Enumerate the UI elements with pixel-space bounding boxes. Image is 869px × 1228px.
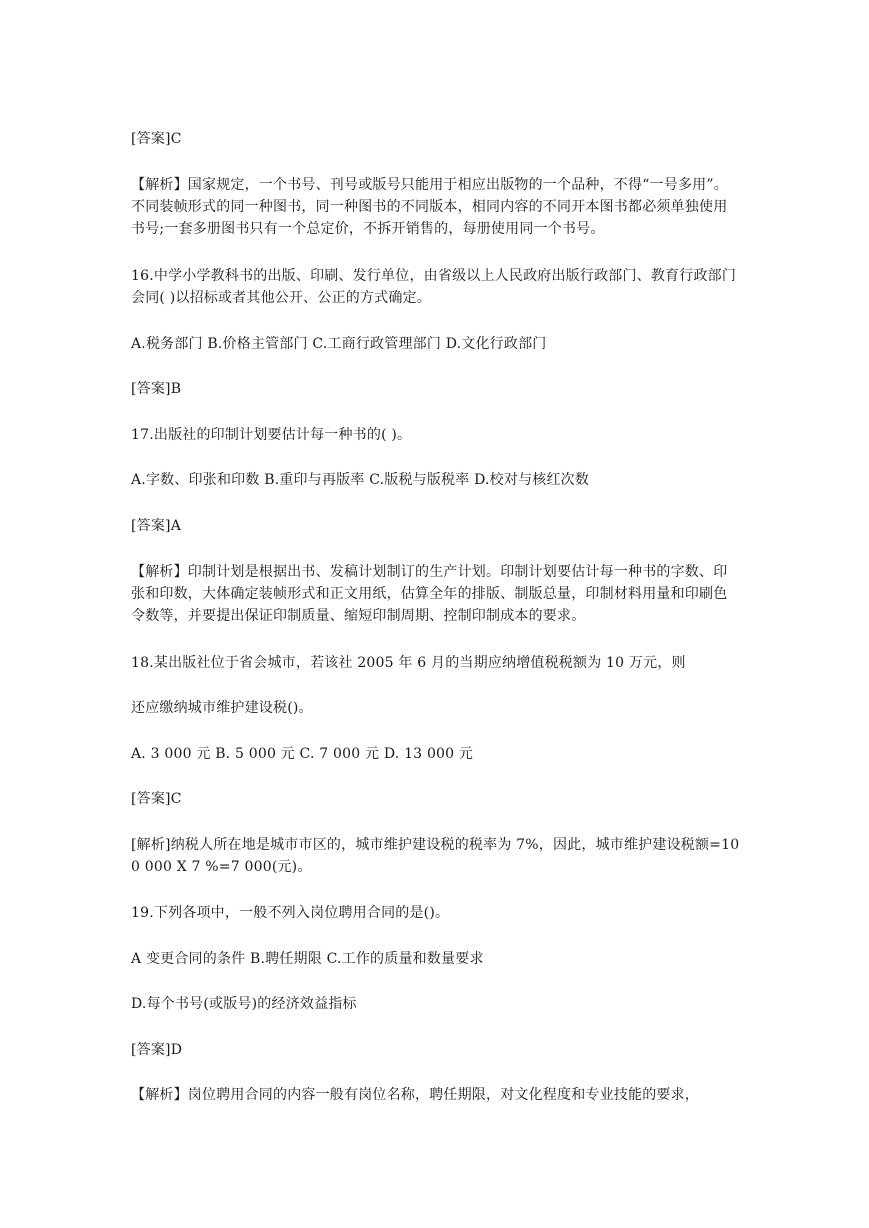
answer-line: [答案]A bbox=[131, 518, 182, 534]
question-18: 18.某出版社位于省会城市，若该社 2005 年 6 月的当期应纳增值税税额为 10 万元，则 bbox=[131, 655, 686, 671]
options-16: A.税务部门 B.价格主管部门 C.工商行政管理部门 D.文化行政部门 bbox=[131, 336, 547, 352]
options-19-continued: D.每个书号(或版号)的经济效益指标 bbox=[131, 996, 357, 1012]
question-17: 17.出版社的印制计划要估计每一种书的( )。 bbox=[131, 427, 412, 443]
answer-line: [答案]C bbox=[131, 131, 182, 147]
answer-line: [答案]C bbox=[131, 791, 182, 807]
options-19: A 变更合同的条件 B.聘任期限 C.工作的质量和数量要求 bbox=[131, 951, 484, 967]
explanation-paragraph: 【解析】岗位聘用合同的内容一般有岗位名称，聘任期限，对文化程度和专业技能的要求， bbox=[131, 1087, 699, 1103]
question-19: 19.下列各项中，一般不列入岗位聘用合同的是()。 bbox=[131, 905, 450, 921]
explanation-paragraph: [解析]纳税人所在地是城市市区的，城市维护建设税的税率为 7%，因此，城市维护建设税额=100 000 X 7 %=7 000(元)。 bbox=[131, 837, 740, 875]
answer-line: [答案]D bbox=[131, 1042, 183, 1058]
options-18: A. 3 000 元 B. 5 000 元 C. 7 000 元 D. 13 000 元 bbox=[131, 746, 474, 762]
options-17: A.字数、印张和印数 B.重印与再版率 C.版税与版税率 D.校对与核红次数 bbox=[131, 472, 590, 488]
explanation-paragraph: 【解析】国家规定，一个书号、刊号或版号只能用于相应出版物的一个品种，不得“一号多用”。不同装帧形式的同一种图书，同一种图书的不同版本，相同内容的不同开本图书都必须单独使用书号;一套多册图书只有一个总定价，不拆开销售的，每册使用同一个书号。 bbox=[131, 177, 728, 237]
explanation-paragraph: 【解析】印制计划是根据出书、发稿计划制订的生产计划。印制计划要估计每一种书的字数、印张和印数，大体确定装帧形式和正文用纸，估算全年的排版、制版总量，印制材料用量和印刷色令数等，并要提出保证印制质量、缩短印制周期、控制印制成本的要求。 bbox=[131, 564, 728, 624]
answer-line: [答案]B bbox=[131, 381, 182, 397]
question-18-continued: 还应缴纳城市维护建设税()。 bbox=[131, 700, 313, 716]
question-16: 16.中学小学教科书的出版、印刷、发行单位，由省级以上人民政府出版行政部门、教育行政部门会同( )以招标或者其他公开、公正的方式确定。 bbox=[131, 268, 737, 306]
